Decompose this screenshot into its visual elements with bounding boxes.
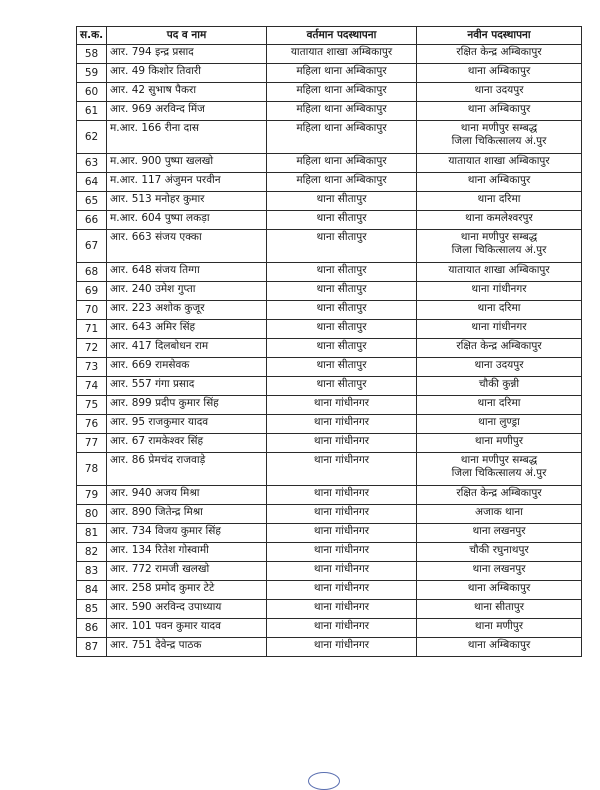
table-row	[77, 415, 582, 434]
new-posting-cell	[417, 486, 582, 505]
header-current-posting: वर्तमान पदस्थापना	[267, 27, 417, 45]
new-posting-cell	[417, 434, 582, 453]
new-posting-cell	[417, 562, 582, 581]
new-posting-line: थाना मणीपुर सम्बद्ध	[460, 231, 538, 243]
current-posting-cell: थाना गांधीनगर	[267, 505, 417, 524]
new-posting-line: थाना अम्बिकापुर	[467, 65, 531, 77]
new-posting-line: थाना दरिमा	[477, 397, 521, 409]
serial-cell: 67	[77, 230, 107, 263]
rank-name-cell: आर. 890 जितेन्द्र मिश्रा	[107, 505, 267, 524]
rank-name-cell: आर. 67 रामकेश्वर सिंह	[107, 434, 267, 453]
current-posting-cell: महिला थाना अम्बिकापुर	[267, 121, 417, 154]
current-posting-cell: थाना गांधीनगर	[267, 486, 417, 505]
new-posting-cell	[417, 619, 582, 638]
new-posting-cell	[417, 102, 582, 121]
new-posting-cell	[417, 415, 582, 434]
serial-cell: 77	[77, 434, 107, 453]
table-row	[77, 173, 582, 192]
serial-cell: 85	[77, 600, 107, 619]
serial-cell: 69	[77, 282, 107, 301]
rank-name-cell: आर. 590 अरविन्द उपाध्याय	[107, 600, 267, 619]
new-posting-line: जिला चिकित्सालय अं.पुर	[451, 467, 547, 479]
current-posting-cell: थाना गांधीनगर	[267, 396, 417, 415]
current-posting-cell: थाना गांधीनगर	[267, 453, 417, 486]
rank-name-cell: आर. 49 किशोर तिवारी	[107, 64, 267, 83]
rank-name-cell: म.आर. 604 पुष्पा लकड़ा	[107, 211, 267, 230]
new-posting-line: थाना गांधीनगर	[471, 321, 527, 333]
current-posting-cell: थाना गांधीनगर	[267, 619, 417, 638]
rank-name-cell: आर. 258 प्रमोद कुमार टेटे	[107, 581, 267, 600]
new-posting-cell	[417, 543, 582, 562]
new-posting-cell	[417, 320, 582, 339]
new-posting-cell	[417, 173, 582, 192]
current-posting-cell: महिला थाना अम्बिकापुर	[267, 102, 417, 121]
rank-name-cell: आर. 513 मनोहर कुमार	[107, 192, 267, 211]
current-posting-cell: थाना गांधीनगर	[267, 600, 417, 619]
new-posting-line: चौकी रघुनाथपुर	[469, 544, 529, 556]
table-row	[77, 581, 582, 600]
rank-name-cell: आर. 969 अरविन्द मिंज	[107, 102, 267, 121]
serial-cell: 81	[77, 524, 107, 543]
new-posting-cell	[417, 505, 582, 524]
table-row	[77, 453, 582, 486]
table-row	[77, 434, 582, 453]
new-posting-cell	[417, 154, 582, 173]
rank-name-cell: आर. 95 राजकुमार यादव	[107, 415, 267, 434]
serial-cell: 73	[77, 358, 107, 377]
new-posting-line: रक्षित केन्द्र अम्बिकापुर	[456, 340, 542, 352]
serial-cell: 72	[77, 339, 107, 358]
table-row	[77, 358, 582, 377]
table-row	[77, 524, 582, 543]
new-posting-cell	[417, 453, 582, 486]
new-posting-line: चौकी कुन्नी	[478, 378, 520, 390]
serial-cell: 75	[77, 396, 107, 415]
new-posting-cell	[417, 282, 582, 301]
table-row	[77, 64, 582, 83]
new-posting-cell	[417, 263, 582, 282]
new-posting-line: रक्षित केन्द्र अम्बिकापुर	[456, 487, 542, 499]
serial-cell: 83	[77, 562, 107, 581]
new-posting-line: अजाक थाना	[475, 506, 523, 518]
rank-name-cell: आर. 557 गंगा प्रसाद	[107, 377, 267, 396]
table-row	[77, 282, 582, 301]
rank-name-cell: आर. 223 अशोक कुजूर	[107, 301, 267, 320]
current-posting-cell: थाना गांधीनगर	[267, 638, 417, 657]
new-posting-cell	[417, 358, 582, 377]
table-row	[77, 505, 582, 524]
new-posting-cell	[417, 45, 582, 64]
new-posting-cell	[417, 638, 582, 657]
current-posting-cell: थाना सीतापुर	[267, 282, 417, 301]
table-row	[77, 263, 582, 282]
transfer-table	[76, 26, 582, 657]
serial-cell: 71	[77, 320, 107, 339]
serial-cell: 64	[77, 173, 107, 192]
table-row	[77, 396, 582, 415]
table-row	[77, 154, 582, 173]
new-posting-cell	[417, 377, 582, 396]
current-posting-cell: थाना सीतापुर	[267, 358, 417, 377]
current-posting-cell: थाना सीतापुर	[267, 230, 417, 263]
table-row	[77, 192, 582, 211]
table-row	[77, 600, 582, 619]
new-posting-line: थाना लुण्ड्रा	[478, 416, 520, 428]
new-posting-line: थाना गांधीनगर	[471, 283, 527, 295]
new-posting-line: थाना कमलेश्वरपुर	[465, 212, 533, 224]
table-row	[77, 83, 582, 102]
new-posting-line: थाना उदयपुर	[474, 359, 524, 371]
serial-cell: 76	[77, 415, 107, 434]
current-posting-cell: महिला थाना अम्बिकापुर	[267, 83, 417, 102]
serial-cell: 60	[77, 83, 107, 102]
new-posting-line: थाना अम्बिकापुर	[467, 174, 531, 186]
rank-name-cell: आर. 899 प्रदीप कुमार सिंह	[107, 396, 267, 415]
new-posting-line: जिला चिकित्सालय अं.पुर	[451, 244, 547, 256]
new-posting-cell	[417, 211, 582, 230]
header-rank-name: पद व नाम	[107, 27, 267, 45]
serial-cell: 63	[77, 154, 107, 173]
serial-cell: 68	[77, 263, 107, 282]
serial-cell: 61	[77, 102, 107, 121]
current-posting-cell: थाना सीतापुर	[267, 192, 417, 211]
table-row	[77, 45, 582, 64]
rank-name-cell: आर. 794 इन्द्र प्रसाद	[107, 45, 267, 64]
current-posting-cell: थाना गांधीनगर	[267, 434, 417, 453]
header-serial: स.क.	[77, 27, 107, 45]
table-row	[77, 320, 582, 339]
new-posting-line: थाना लखनपुर	[472, 563, 526, 575]
new-posting-cell	[417, 192, 582, 211]
new-posting-line: यातायात शाखा अम्बिकापुर	[448, 155, 550, 167]
new-posting-line: थाना दरिमा	[477, 302, 521, 314]
new-posting-cell	[417, 121, 582, 154]
current-posting-cell: थाना सीतापुर	[267, 211, 417, 230]
rank-name-cell: आर. 772 रामजी खलखो	[107, 562, 267, 581]
rank-name-cell: म.आर. 117 अंजुमन परवीन	[107, 173, 267, 192]
rank-name-cell: आर. 669 रामसेवक	[107, 358, 267, 377]
current-posting-cell: थाना सीतापुर	[267, 377, 417, 396]
current-posting-cell: महिला थाना अम्बिकापुर	[267, 64, 417, 83]
serial-cell: 84	[77, 581, 107, 600]
new-posting-line: जिला चिकित्सालय अं.पुर	[451, 135, 547, 147]
serial-cell: 66	[77, 211, 107, 230]
table-row	[77, 619, 582, 638]
new-posting-line: थाना मणीपुर सम्बद्ध	[460, 454, 538, 466]
rank-name-cell: आर. 101 पवन कुमार यादव	[107, 619, 267, 638]
table-row	[77, 638, 582, 657]
table-row	[77, 301, 582, 320]
rank-name-cell: आर. 134 रितेश गोस्वामी	[107, 543, 267, 562]
table-row	[77, 543, 582, 562]
serial-cell: 65	[77, 192, 107, 211]
rank-name-cell: आर. 751 देवेन्द्र पाठक	[107, 638, 267, 657]
current-posting-cell: थाना सीतापुर	[267, 320, 417, 339]
current-posting-cell: थाना सीतापुर	[267, 263, 417, 282]
new-posting-cell	[417, 230, 582, 263]
new-posting-line: थाना अम्बिकापुर	[467, 639, 531, 651]
new-posting-cell	[417, 339, 582, 358]
new-posting-line: थाना अम्बिकापुर	[467, 103, 531, 115]
new-posting-cell	[417, 301, 582, 320]
serial-cell: 62	[77, 121, 107, 154]
seal-stamp	[308, 772, 340, 790]
rank-name-cell: आर. 643 अमिर सिंह	[107, 320, 267, 339]
rank-name-cell: आर. 734 विजय कुमार सिंह	[107, 524, 267, 543]
serial-cell: 82	[77, 543, 107, 562]
table-header-row	[77, 27, 582, 45]
current-posting-cell: यातायात शाखा अम्बिकापुर	[267, 45, 417, 64]
current-posting-cell: थाना गांधीनगर	[267, 543, 417, 562]
new-posting-line: थाना मणीपुर	[474, 620, 524, 632]
new-posting-line: यातायात शाखा अम्बिकापुर	[448, 264, 550, 276]
new-posting-line: रक्षित केन्द्र अम्बिकापुर	[456, 46, 542, 58]
rank-name-cell: आर. 240 उमेश गुप्ता	[107, 282, 267, 301]
table-row	[77, 377, 582, 396]
new-posting-cell	[417, 524, 582, 543]
rank-name-cell: आर. 417 दिलबोधन राम	[107, 339, 267, 358]
new-posting-line: थाना उदयपुर	[474, 84, 524, 96]
rank-name-cell: आर. 86 प्रेमचंद राजवाड़े	[107, 453, 267, 486]
table-row	[77, 121, 582, 154]
new-posting-cell	[417, 600, 582, 619]
new-posting-line: थाना मणीपुर सम्बद्ध	[460, 122, 538, 134]
current-posting-cell: थाना गांधीनगर	[267, 562, 417, 581]
rank-name-cell: म.आर. 166 रीना दास	[107, 121, 267, 154]
current-posting-cell: थाना गांधीनगर	[267, 524, 417, 543]
current-posting-cell: महिला थाना अम्बिकापुर	[267, 154, 417, 173]
new-posting-cell	[417, 83, 582, 102]
transfer-list-document	[76, 26, 581, 657]
serial-cell: 58	[77, 45, 107, 64]
table-row	[77, 562, 582, 581]
current-posting-cell: थाना सीतापुर	[267, 301, 417, 320]
new-posting-line: थाना लखनपुर	[472, 525, 526, 537]
current-posting-cell: थाना गांधीनगर	[267, 415, 417, 434]
new-posting-cell	[417, 64, 582, 83]
current-posting-cell: महिला थाना अम्बिकापुर	[267, 173, 417, 192]
rank-name-cell: आर. 940 अजय मिश्रा	[107, 486, 267, 505]
serial-cell: 80	[77, 505, 107, 524]
serial-cell: 79	[77, 486, 107, 505]
rank-name-cell: आर. 42 सुभाष पैकरा	[107, 83, 267, 102]
new-posting-cell	[417, 396, 582, 415]
table-row	[77, 102, 582, 121]
serial-cell: 78	[77, 453, 107, 486]
serial-cell: 59	[77, 64, 107, 83]
table-row	[77, 486, 582, 505]
table-row	[77, 211, 582, 230]
new-posting-line: थाना अम्बिकापुर	[467, 582, 531, 594]
serial-cell: 87	[77, 638, 107, 657]
new-posting-line: थाना मणीपुर	[474, 435, 524, 447]
new-posting-cell	[417, 581, 582, 600]
rank-name-cell: म.आर. 900 पुष्पा खलखो	[107, 154, 267, 173]
table-row	[77, 230, 582, 263]
current-posting-cell: थाना सीतापुर	[267, 339, 417, 358]
rank-name-cell: आर. 663 संजय एक्का	[107, 230, 267, 263]
new-posting-line: थाना दरिमा	[477, 193, 521, 205]
serial-cell: 70	[77, 301, 107, 320]
serial-cell: 86	[77, 619, 107, 638]
serial-cell: 74	[77, 377, 107, 396]
new-posting-line: थाना सीतापुर	[473, 601, 525, 613]
rank-name-cell: आर. 648 संजय तिग्गा	[107, 263, 267, 282]
current-posting-cell: थाना गांधीनगर	[267, 581, 417, 600]
header-new-posting: नवीन पदस्थापना	[417, 27, 582, 45]
table-row	[77, 339, 582, 358]
